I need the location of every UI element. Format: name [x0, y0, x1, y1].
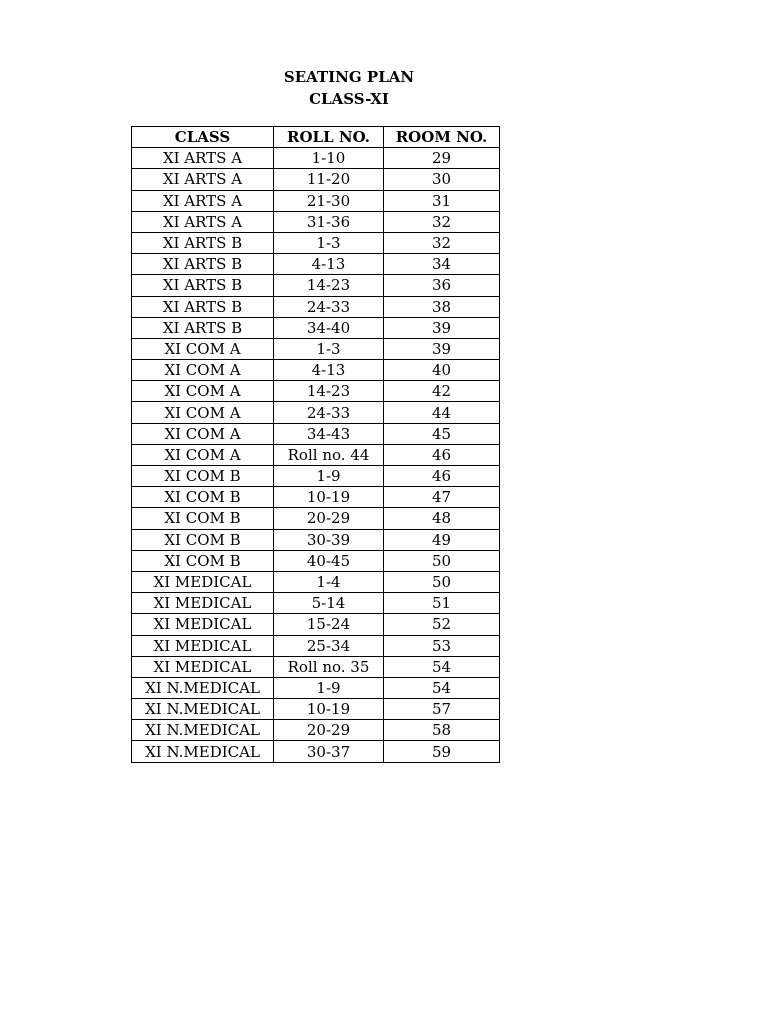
cell-roll-no: 5-14 [274, 593, 384, 614]
cell-room-no: 45 [384, 423, 500, 444]
cell-room-no: 51 [384, 593, 500, 614]
cell-roll-no: 14-23 [274, 275, 384, 296]
cell-room-no: 44 [384, 402, 500, 423]
cell-class: XI COM B [132, 550, 274, 571]
cell-room-no: 32 [384, 211, 500, 232]
cell-class: XI COM A [132, 444, 274, 465]
cell-room-no: 52 [384, 614, 500, 635]
cell-roll-no: 31-36 [274, 211, 384, 232]
cell-roll-no: 15-24 [274, 614, 384, 635]
cell-class: XI COM B [132, 529, 274, 550]
table-row [132, 529, 500, 550]
cell-roll-no: 30-37 [274, 741, 384, 762]
table-row [132, 190, 500, 211]
cell-room-no: 46 [384, 444, 500, 465]
column-header-roll-no: ROLL NO. [274, 127, 384, 148]
table-row [132, 508, 500, 529]
table-row [132, 254, 500, 275]
table-row [132, 148, 500, 169]
cell-roll-no: 14-23 [274, 381, 384, 402]
cell-room-no: 58 [384, 720, 500, 741]
cell-roll-no: 1-3 [274, 232, 384, 253]
cell-class: XI MEDICAL [132, 656, 274, 677]
cell-roll-no: 10-19 [274, 699, 384, 720]
cell-roll-no: 24-33 [274, 402, 384, 423]
cell-room-no: 50 [384, 571, 500, 592]
cell-room-no: 57 [384, 699, 500, 720]
cell-class: XI COM A [132, 423, 274, 444]
cell-room-no: 42 [384, 381, 500, 402]
cell-room-no: 49 [384, 529, 500, 550]
table-row [132, 169, 500, 190]
table-row [132, 444, 500, 465]
cell-roll-no: 1-4 [274, 571, 384, 592]
table-row [132, 275, 500, 296]
cell-room-no: 46 [384, 466, 500, 487]
cell-room-no: 29 [384, 148, 500, 169]
cell-class: XI MEDICAL [132, 571, 274, 592]
cell-roll-no: 34-40 [274, 317, 384, 338]
cell-room-no: 59 [384, 741, 500, 762]
cell-roll-no: 25-34 [274, 635, 384, 656]
cell-roll-no: 11-20 [274, 169, 384, 190]
table-row [132, 593, 500, 614]
cell-class: XI MEDICAL [132, 635, 274, 656]
cell-class: XI ARTS A [132, 211, 274, 232]
cell-class: XI MEDICAL [132, 593, 274, 614]
cell-roll-no: 20-29 [274, 720, 384, 741]
cell-class: XI N.MEDICAL [132, 677, 274, 698]
cell-roll-no: 1-9 [274, 677, 384, 698]
cell-class: XI ARTS A [132, 169, 274, 190]
document-subtitle: CLASS-XI [309, 90, 389, 108]
cell-room-no: 54 [384, 677, 500, 698]
cell-room-no: 54 [384, 656, 500, 677]
cell-roll-no: 4-13 [274, 254, 384, 275]
cell-roll-no: 1-10 [274, 148, 384, 169]
table-row [132, 720, 500, 741]
table-body [132, 148, 500, 762]
column-header-room-no: ROOM NO. [384, 127, 500, 148]
cell-class: XI COM A [132, 402, 274, 423]
table-row [132, 423, 500, 444]
seating-plan-table [131, 126, 500, 763]
cell-class: XI COM A [132, 381, 274, 402]
table-row [132, 677, 500, 698]
cell-room-no: 53 [384, 635, 500, 656]
column-header-class: CLASS [132, 127, 274, 148]
cell-class: XI N.MEDICAL [132, 741, 274, 762]
cell-roll-no: Roll no. 35 [274, 656, 384, 677]
table-row [132, 338, 500, 359]
cell-class: XI COM B [132, 466, 274, 487]
cell-class: XI ARTS B [132, 275, 274, 296]
cell-roll-no: 20-29 [274, 508, 384, 529]
cell-room-no: 31 [384, 190, 500, 211]
cell-roll-no: 40-45 [274, 550, 384, 571]
table-row [132, 571, 500, 592]
cell-roll-no: 30-39 [274, 529, 384, 550]
cell-class: XI MEDICAL [132, 614, 274, 635]
cell-roll-no: 1-3 [274, 338, 384, 359]
table-row [132, 232, 500, 253]
cell-class: XI COM A [132, 338, 274, 359]
table-header-row [132, 127, 500, 148]
table-row [132, 211, 500, 232]
cell-class: XI ARTS A [132, 148, 274, 169]
cell-room-no: 30 [384, 169, 500, 190]
cell-room-no: 48 [384, 508, 500, 529]
table-row [132, 635, 500, 656]
cell-roll-no: 4-13 [274, 360, 384, 381]
table-row [132, 360, 500, 381]
cell-roll-no: 10-19 [274, 487, 384, 508]
table-row [132, 466, 500, 487]
cell-class: XI N.MEDICAL [132, 699, 274, 720]
table-row [132, 699, 500, 720]
cell-room-no: 32 [384, 232, 500, 253]
table-row [132, 487, 500, 508]
cell-room-no: 38 [384, 296, 500, 317]
cell-roll-no: 34-43 [274, 423, 384, 444]
table-row [132, 317, 500, 338]
cell-room-no: 40 [384, 360, 500, 381]
cell-room-no: 47 [384, 487, 500, 508]
cell-class: XI ARTS B [132, 296, 274, 317]
cell-room-no: 39 [384, 317, 500, 338]
cell-class: XI N.MEDICAL [132, 720, 274, 741]
cell-room-no: 34 [384, 254, 500, 275]
document-title: SEATING PLAN [283, 68, 415, 86]
cell-roll-no: 1-9 [274, 466, 384, 487]
table-row [132, 296, 500, 317]
cell-class: XI ARTS B [132, 254, 274, 275]
cell-class: XI ARTS B [132, 232, 274, 253]
cell-roll-no: 24-33 [274, 296, 384, 317]
cell-room-no: 39 [384, 338, 500, 359]
cell-room-no: 36 [384, 275, 500, 296]
cell-class: XI COM B [132, 487, 274, 508]
table-row [132, 656, 500, 677]
table-row [132, 741, 500, 762]
cell-class: XI COM B [132, 508, 274, 529]
cell-class: XI ARTS B [132, 317, 274, 338]
cell-class: XI ARTS A [132, 190, 274, 211]
cell-roll-no: Roll no. 44 [274, 444, 384, 465]
cell-room-no: 50 [384, 550, 500, 571]
table-row [132, 614, 500, 635]
table-row [132, 381, 500, 402]
table-row [132, 402, 500, 423]
table-row [132, 550, 500, 571]
cell-class: XI COM A [132, 360, 274, 381]
cell-roll-no: 21-30 [274, 190, 384, 211]
